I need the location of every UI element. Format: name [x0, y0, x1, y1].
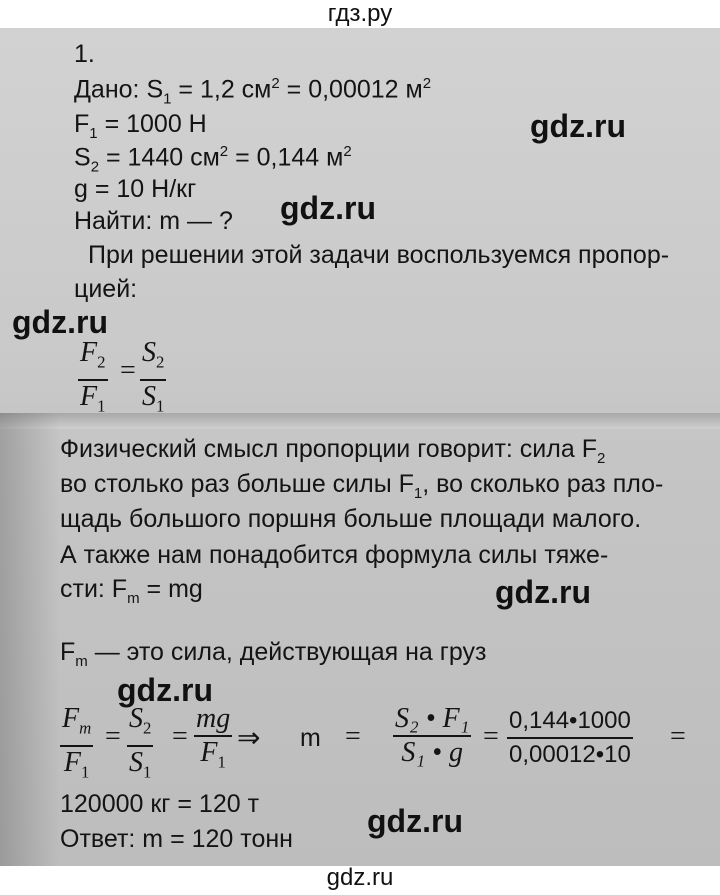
- symbol-mg: mg: [196, 703, 231, 734]
- equals-sign: =: [670, 721, 686, 752]
- result-line: 120000 кг = 120 т: [60, 790, 260, 818]
- symbol-s1: S: [142, 380, 156, 412]
- given-s2: = 1440 см: [105, 143, 220, 172]
- fraction-numeric: 0,144•1000 0,00012•10: [509, 707, 631, 768]
- gravity-line-2: сти: $F_m$ = mg: [60, 575, 203, 607]
- given-f1-line: $F_1 = 1000$ Н: [74, 110, 207, 142]
- given-s1-line: Дано: $S_1 = 1,2$ $см^2 = 0,00012$ $м^2$: [74, 75, 432, 108]
- given-s2-line: $S_2 = 1440$ $см^2 = 0,144$ $м^2$: [74, 143, 352, 176]
- watermark: gdz.ru: [367, 803, 463, 839]
- problem-number: 1.: [74, 40, 95, 68]
- given-f1: = 1000 Н: [104, 110, 207, 138]
- site-footer: gdz.ru: [326, 864, 394, 891]
- equals-sign: =: [172, 721, 188, 752]
- fraction-fm-f1: $F_m$ $F_1$: [62, 703, 92, 782]
- fraction-symbolic: S₂ • F₁ S₁ • g: [395, 703, 470, 768]
- implies-arrow: ⇒: [237, 723, 261, 754]
- meaning-line-2: во столько раз больше силы $F_1$, во сколько раз пло-: [60, 470, 664, 502]
- given-label: Дано:: [74, 75, 140, 104]
- watermark: gdz.ru: [495, 574, 591, 610]
- given-s1: = 1,2 см: [178, 75, 272, 104]
- symbol-m: m: [300, 724, 321, 752]
- watermark: gdz.ru: [12, 304, 108, 340]
- fraction-mg-f1: mg $F_1$: [196, 703, 231, 772]
- fraction-s2-s1: $S_2$ $S_1$: [142, 337, 165, 416]
- watermark: gdz.ru: [117, 672, 213, 708]
- meaning-line-1: Физический смысл пропорции говорит: сила $F_2$: [60, 435, 606, 467]
- given-g: g = 10 Н/кг: [74, 175, 197, 203]
- site-header: гдз.ру: [327, 0, 393, 27]
- find-line: Найти: m — ?: [74, 207, 233, 235]
- watermark: gdz.ru: [280, 190, 376, 226]
- equals-sign: =: [120, 355, 136, 386]
- gravity-line-1: А также нам понадобится формула силы тяже-: [60, 541, 609, 569]
- equals-sign: =: [483, 721, 499, 752]
- meaning-line-3: щадь большого поршня больше площади малого.: [60, 505, 642, 533]
- page-fold: [0, 413, 720, 429]
- equals-sign: =: [345, 721, 361, 752]
- given-s2-si: = 0,144 м: [235, 143, 344, 172]
- symbol-f2: F: [80, 337, 98, 368]
- force-definition: $F_m$ — это сила, действующая на груз: [60, 638, 487, 670]
- answer-line: Ответ: m = 120 тонн: [60, 825, 293, 853]
- symbol-f1: F: [80, 380, 98, 412]
- given-s1-si: = 0,00012 м: [286, 75, 423, 104]
- watermark: gdz.ru: [530, 108, 626, 144]
- equals-sign: =: [105, 721, 121, 752]
- fraction-f2-f1: $F_2$ $F_1$: [80, 337, 106, 416]
- intro-line-2: цией:: [74, 275, 138, 303]
- intro-line-1: При решении этой задачи воспользуемся пропор-: [88, 241, 670, 269]
- symbol-s2: S: [142, 337, 156, 368]
- fraction-s2-s1: $S_2$ $S_1$: [129, 703, 152, 782]
- page-shadow: [0, 413, 60, 866]
